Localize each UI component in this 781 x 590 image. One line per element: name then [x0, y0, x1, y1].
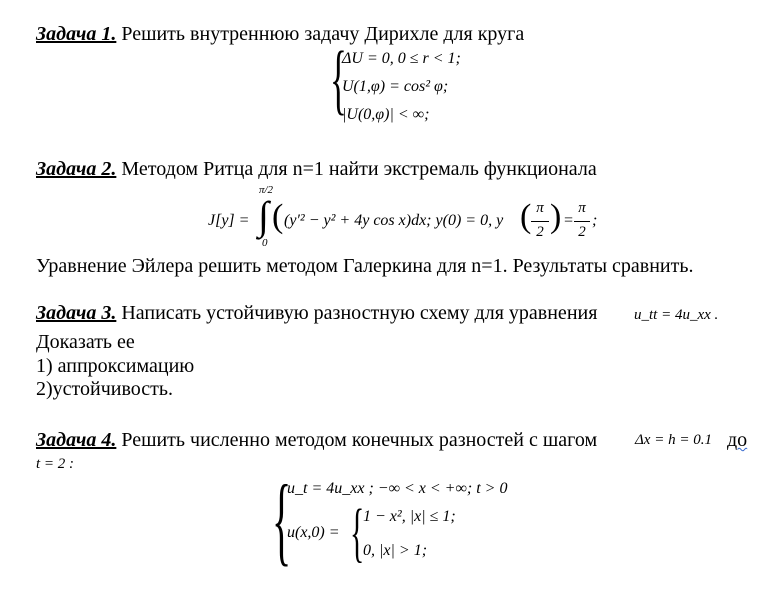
task4-to-word: до	[727, 429, 748, 451]
integral-lower-limit: 0	[262, 237, 268, 249]
task1-heading	[36, 23, 524, 46]
task2-label: Задача 2.	[36, 158, 117, 180]
task1-label: Задача 1.	[36, 23, 117, 45]
task4-cases-brace: {	[350, 496, 365, 569]
task2-heading	[36, 158, 597, 181]
task4-t-end: t = 2 :	[36, 456, 75, 472]
task1-system-brace: {	[330, 35, 347, 122]
task3-label: Задача 3.	[36, 302, 117, 324]
frac-denominator: 2	[536, 224, 544, 240]
task4-label: Задача 4.	[36, 429, 117, 451]
functional-body: (y′² − y² + 4y cos x)dx; y(0) = 0, y	[284, 212, 504, 229]
task3-equation: u_tt = 4u_xx .	[634, 307, 719, 323]
task3-item-stability: 2)устойчивость.	[36, 378, 174, 400]
task1-text: Решить внутреннюю задачу Дирихле для круга	[116, 23, 525, 45]
task3-text: Написать устойчивую разностную схему для уравнения	[116, 302, 598, 324]
frac-bar	[531, 221, 549, 222]
task4-heading	[36, 429, 597, 452]
rhs-denominator: 2	[578, 224, 586, 240]
task2-line2: Уравнение Эйлера решить методом Галеркина для n=1. Результаты сравнить.	[36, 255, 694, 277]
task1-eq-boundary: U(1,φ) = cos² φ;	[342, 78, 449, 95]
task3-item-approximation: 1) аппроксимацию	[36, 355, 195, 377]
integral-upper-limit: π/2	[258, 184, 274, 196]
rhs-equals: =	[563, 212, 574, 229]
big-paren-open: (	[272, 198, 284, 235]
task4-text: Решить численно методом конечных разностей с шагом	[116, 429, 598, 451]
task4-case-inside: 1 − x², |x| ≤ 1;	[363, 508, 456, 525]
task1-eq-bounded: |U(0,φ)| < ∞;	[342, 106, 430, 123]
frac-paren-close: )	[550, 198, 562, 235]
task4-case-outside: 0, |x| > 1;	[363, 542, 428, 559]
task4-step: Δx = h = 0.1	[635, 432, 712, 448]
rhs-frac-bar	[574, 221, 590, 222]
task4-eq-wave: u_t = 4u_xx ; −∞ < x < +∞; t > 0	[287, 480, 508, 497]
integral-sign: ∫	[258, 193, 269, 238]
task2-text: Методом Ритца для n=1 найти экстремаль функционала	[116, 158, 597, 180]
task1-eq-laplace: ΔU = 0, 0 ≤ r < 1;	[342, 50, 461, 67]
task4-system-brace: {	[272, 464, 292, 575]
rhs-numerator: π	[578, 200, 586, 216]
task3-heading	[36, 302, 597, 325]
frac-paren-open: (	[520, 198, 532, 235]
task3-prove: Доказать ее	[36, 331, 135, 353]
task4-eq-initial-lhs: u(x,0) =	[287, 524, 340, 541]
functional-lhs: J[y] =	[208, 212, 250, 229]
frac-numerator: π	[536, 200, 544, 216]
rhs-semicolon: ;	[592, 212, 598, 229]
